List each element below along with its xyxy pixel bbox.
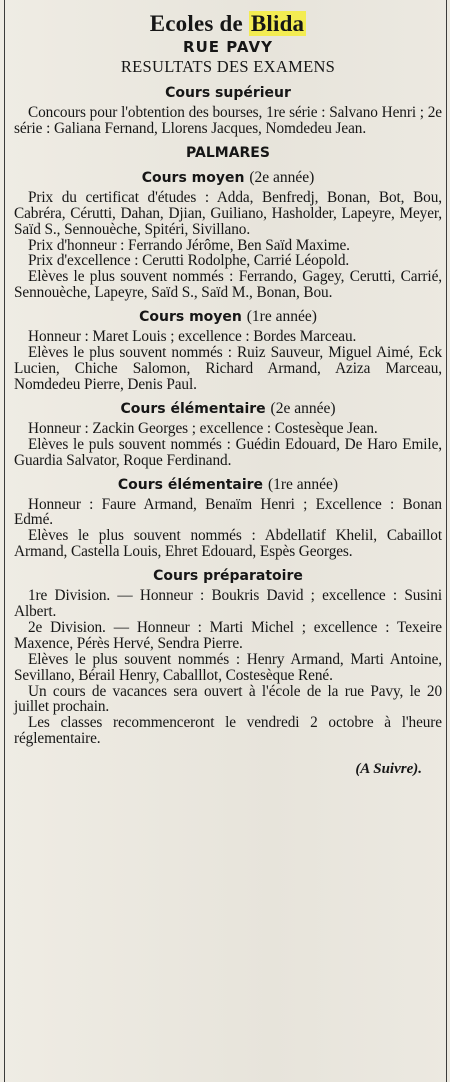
results-heading: RESULTATS DES EXAMENS	[120, 57, 336, 76]
section-heading-cours-moyen-2	[14, 169, 442, 187]
column-rule-right	[446, 0, 447, 1082]
section-heading-cours-preparatoire: Cours préparatoire	[153, 568, 303, 585]
paragraph-rentree: Les classes recommenceront le vendredi 2 octobre à l'heure réglementaire.	[14, 714, 442, 748]
paragraph-cours-vacances: Un cours de vacances sera ouvert à l'école de la rue Pavy, le 20 juillet prochain.	[14, 682, 442, 716]
paragraph-honneur: Honneur : Faure Armand, Benaïm Henri ; Excellence : Bonan Edmé.	[14, 495, 442, 529]
paragraph-eleves-nommes: Elèves le plus souvent nommés : Ferrando, Gagey, Cerutti, Carrié, Sennouèche, Lapeyre, Saïd S., Saïd M., Bonan, Bou.	[14, 268, 442, 302]
paragraph-prix-honneur: Prix d'honneur : Ferrando Jérôme, Ben Saïd Maxime.	[28, 236, 350, 254]
paragraph-eleves-nommes: Elèves le plus souvent nommés : Henry Armand, Marti Antoine, Sevillano, Bérail Henry, Caballlot, Costesèque René.	[14, 650, 442, 684]
section-title: Cours moyen	[139, 309, 242, 326]
title-place-highlight: Blida	[250, 11, 305, 36]
section-year: (2e année)	[270, 399, 336, 417]
section-heading-cours-moyen-1	[14, 308, 442, 326]
title-prefix: Ecoles de	[149, 11, 243, 36]
paragraph-bourses: Concours pour l'obtention des bourses, 1re série : Salvano Henri ; 2e série : Galiana Fernand, Llorens Jacques, Nomdedeu Jean.	[14, 104, 442, 137]
paragraph-division-2: 2e Division. — Honneur : Marti Michel ; excellence : Texeire Maxence, Pérès Hervé, Sendra Pierre.	[14, 618, 442, 652]
section-heading-cours-superieur: Cours supérieur	[165, 85, 291, 101]
paragraph-eleves-nommes: Elèves le plus souvent nommés : Abdellatif Khelil, Cabaillot Armand, Castella Louis, Ehret Edouard, Espès Georges.	[14, 527, 442, 561]
paragraph-eleves-nommes: Elèves le plus souvent nommés : Ruiz Sauveur, Miguel Aimé, Eck Lucien, Chiche Salomon, Richard Armand, Aziza Marceau, Nomdedeu Pierre, Denis Paul.	[14, 344, 442, 393]
paragraph-division-1: 1re Division. — Honneur : Boukris David ; excellence : Susini Albert.	[14, 587, 442, 621]
paragraph-certificat: Prix du certificat d'études : Adda, Benfredj, Bonan, Bot, Bou, Cabréra, Cérutti, Dahan, Djian, Guiliano, Hasholder, Lapeyre, Meyer, Saïd S., Sennouèche, Spitéri, Sivillano.	[14, 188, 442, 238]
section-title: Cours élémentaire	[120, 400, 266, 417]
paragraph-prix-excellence: Prix d'excellence : Cerutti Rodolphe, Carrié Léopold.	[28, 252, 350, 270]
paragraph-eleves-nommes: Elèves le puls souvent nommés : Guédin Edouard, De Haro Emile, Guardia Salvator, Roque Ferdinand.	[14, 435, 442, 469]
column-rule-left	[4, 0, 5, 1082]
a-suivre-signoff: (A Suivre).	[355, 761, 422, 778]
section-heading-cours-elementaire-2	[14, 400, 442, 418]
section-year: (2e année)	[249, 168, 315, 186]
paragraph-honneur: Honneur : Zackin Georges ; excellence : Costesèque Jean.	[28, 419, 378, 437]
section-title: Cours élémentaire	[117, 476, 264, 493]
palmares-heading: PALMARES	[186, 144, 270, 161]
paragraph-honneur: Honneur : Maret Louis ; excellence : Bordes Marceau.	[28, 328, 357, 346]
section-year: (1re année)	[267, 475, 339, 493]
street-heading: RUE PAVY	[183, 38, 273, 56]
section-year: (1re année)	[246, 308, 317, 326]
article-title	[14, 10, 442, 38]
cropped-previous-line	[14, 0, 442, 8]
section-heading-cours-elementaire-1	[14, 476, 442, 494]
section-title: Cours moyen	[141, 169, 245, 186]
